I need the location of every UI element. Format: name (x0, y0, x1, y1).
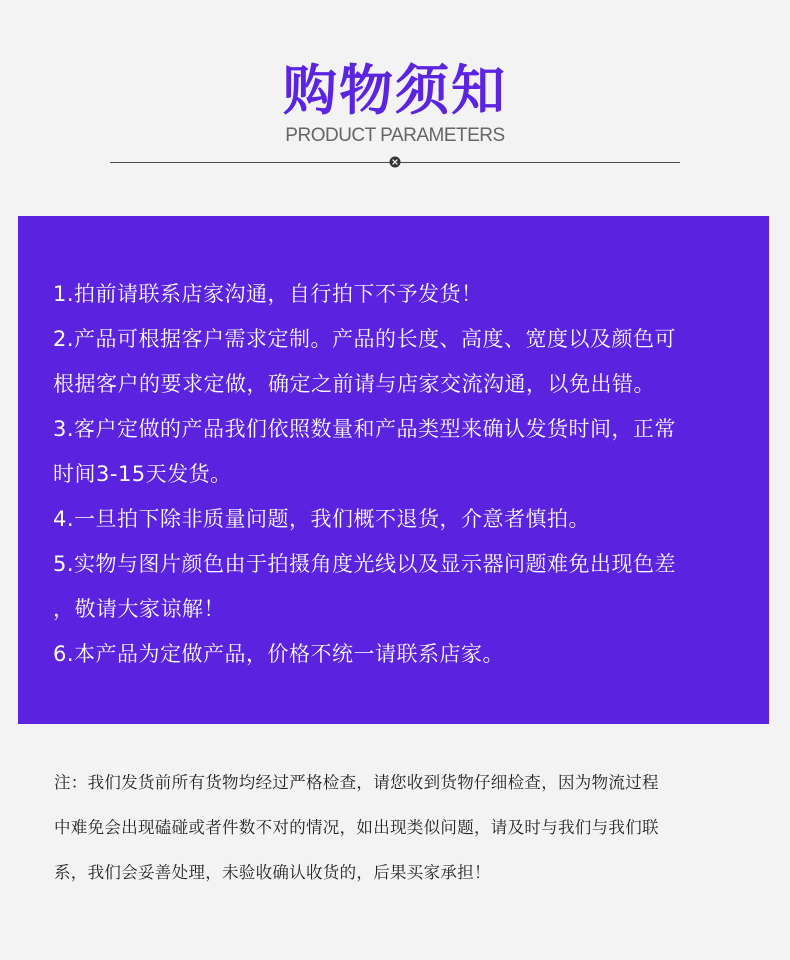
notice-line: 4.一旦拍下除非质量问题，我们概不退货，介意者慎拍。 (53, 507, 591, 531)
notice-line: ，敬请大家谅解！ (53, 597, 225, 621)
page-title: 购物须知 (283, 59, 507, 122)
notice-line: 5.实物与图片颜色由于拍摄角度光线以及显示器问题难免出现色差 (53, 552, 677, 576)
diamond-x-icon (389, 156, 401, 168)
footnote-line: 中难免会出现磕碰或者件数不对的情况，如出现类似问题，请及时与我们与我们联 (54, 818, 659, 837)
notice-line: 6.本产品为定做产品，价格不统一请联系店家。 (53, 642, 505, 666)
notice-line: 2.产品可根据客户需求定制。产品的长度、高度、宽度以及颜色可 (53, 327, 677, 351)
page-subtitle: PRODUCT PARAMETERS (285, 125, 505, 146)
notice-line: 1.拍前请联系店家沟通，自行拍下不予发货！ (53, 282, 483, 306)
footnote-line: 注：我们发货前所有货物均经过严格检查，请您收到货物仔细检查，因为物流过程 (54, 773, 659, 792)
notice-line: 根据客户的要求定做，确定之前请与店家交流沟通，以免出错。 (53, 372, 655, 396)
footnote-line: 系，我们会妥善处理，未验收确认收货的，后果买家承担！ (54, 863, 491, 882)
footnote (54, 760, 744, 895)
notice-panel (18, 216, 769, 724)
notice-list (53, 272, 743, 677)
notice-line: 时间3-15天发货。 (53, 462, 232, 486)
header (0, 0, 790, 200)
notice-line: 3.客户定做的产品我们依照数量和产品类型来确认发货时间，正常 (53, 417, 677, 441)
